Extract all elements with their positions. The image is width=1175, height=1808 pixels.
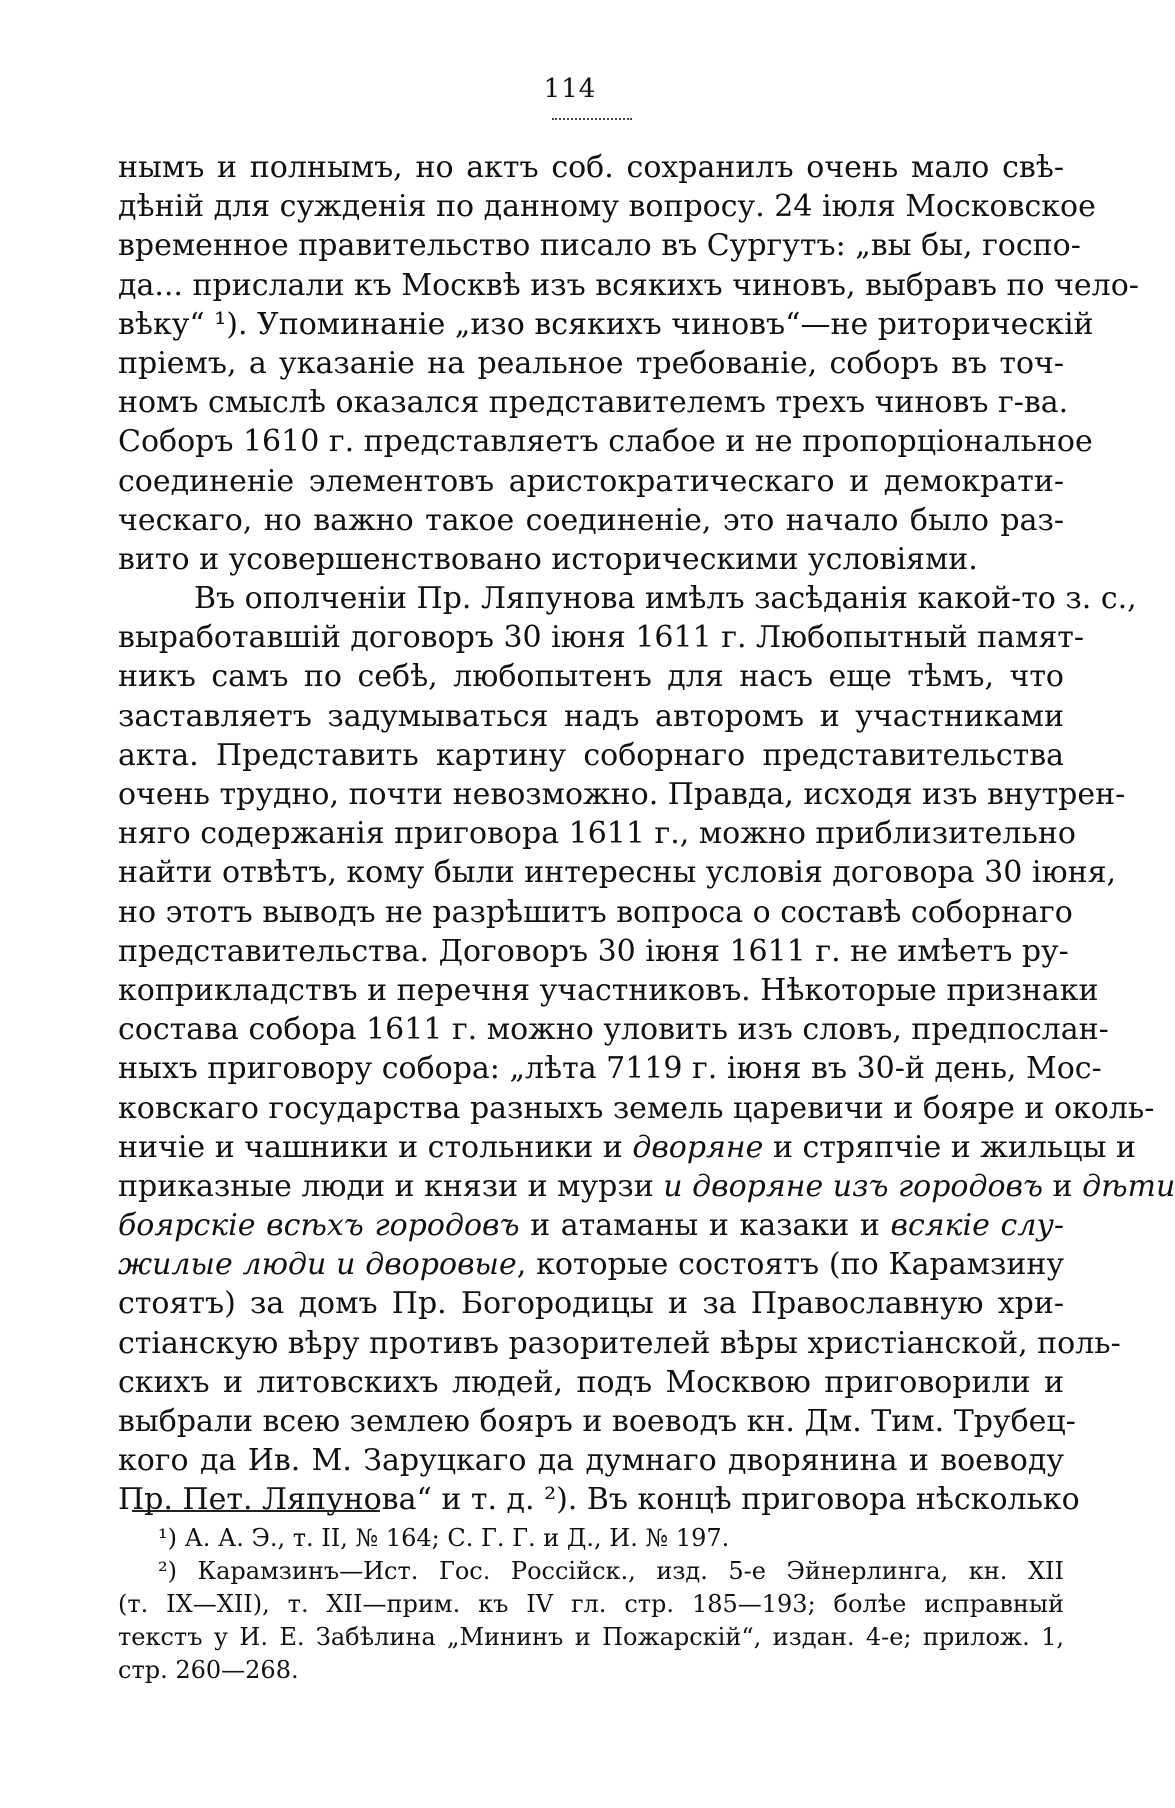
- text-line: номъ смыслѣ оказался представителемъ трехъ чиновъ г-ва.: [118, 385, 1069, 421]
- italic-segment: боярскіе всѣхъ городовъ: [118, 1208, 520, 1244]
- page-number: 114: [543, 74, 597, 104]
- body-text: [118, 148, 1175, 1520]
- text-segment: ничіе и чашники и стольники и: [118, 1129, 633, 1165]
- text-segment: и: [1043, 1168, 1083, 1204]
- text-line: скихъ и литовскихъ людей, подъ Москвою приговорили и: [118, 1364, 1064, 1400]
- text-line: няго содержанія приговора 1611 г., можно приблизительно: [118, 816, 1076, 852]
- text-segment: и стряпчіе и жильцы и: [763, 1129, 1136, 1165]
- text-line: стіанскую вѣру противъ разорителей вѣры христіанской, поль-: [118, 1325, 1121, 1361]
- text-line: состава собора 1611 г. можно уловить изъ словъ, предпослан-: [118, 1012, 1109, 1048]
- text-line: найти отвѣтъ, кому были интересны условія договора 30 іюня,: [118, 855, 1117, 891]
- text-line: представительства. Договоръ 30 іюня 1611 г. не имѣетъ ру-: [118, 933, 1069, 969]
- text-line: да... прислали къ Москвѣ изъ всякихъ чиновъ, выбравъ по чело-: [118, 267, 1139, 303]
- text-line: пріемъ, а указаніе на реальное требованіе, соборъ въ точ-: [118, 345, 1064, 381]
- text-line: ковскаго государства разныхъ земель царевичи и бояре и околь-: [118, 1090, 1155, 1126]
- text-line: выработавшій договоръ 30 іюня 1611 г. Любопытный памят-: [118, 620, 1085, 656]
- text-line: [118, 1206, 1064, 1245]
- text-line: дѣній для сужденія по данному вопросу. 24 іюля Московское: [118, 189, 1096, 225]
- text-line: очень трудно, почти невозможно. Правда, исходя изъ внутрен-: [118, 777, 1126, 812]
- text-line: кого да Ив. М. Заруцкаго да думнаго дворянина и воеводу: [118, 1443, 1064, 1479]
- text-line: никъ самъ по себѣ, любопытенъ для насъ еще тѣмъ, что: [118, 659, 1064, 695]
- italic-segment: и дворяне изъ городовъ: [663, 1168, 1043, 1204]
- text-line: Соборъ 1610 г. представляетъ слабое и не пропорціональное: [118, 424, 1093, 460]
- text-line: Пр. Пет. Ляпунова“ и т. д. ²). Въ концѣ приговора нѣсколько: [118, 1482, 1080, 1518]
- footnote-line: стр. 260—268.: [118, 1656, 299, 1684]
- text-line: стоятъ) за домъ Пр. Богородицы и за Православную хри-: [118, 1286, 1064, 1322]
- text-line: вито и усовершенствовано историческими условіями.: [118, 541, 978, 577]
- text-line: ческаго, но важно такое соединеніе, это начало было раз-: [118, 502, 1064, 538]
- text-line: соединеніе элементовъ аристократическаго и демократи-: [118, 463, 1064, 499]
- text-line: [118, 1167, 1175, 1206]
- footnote-2: ²) Карамзинъ—Ист. Гос. Россійск., изд. 5-е Эйнерлинга, кн. XII: [158, 1557, 1064, 1585]
- text-line: акта. Представить картину соборнаго представительства: [118, 737, 1064, 773]
- text-line: коприкладствъ и перечня участниковъ. Нѣкоторые признаки: [118, 972, 1099, 1008]
- italic-segment: всякіе слу-: [890, 1208, 1064, 1244]
- footnotes: [118, 1522, 1064, 1687]
- italic-segment: дворяне: [632, 1129, 764, 1165]
- text-line: [118, 1128, 1136, 1167]
- text-line: [118, 1245, 1064, 1284]
- text-segment: и атаманы и казаки и: [519, 1208, 891, 1244]
- text-segment: , которые состоятъ (по Карамзину: [516, 1247, 1064, 1283]
- text-line: выбрали всею землею бояръ и воеводъ кн. Дм. Тим. Трубец-: [118, 1404, 1076, 1439]
- footnote-line: текстъ у И. Е. Забѣлина „Мининъ и Пожарскій“, издан. 4-е; прилож. 1,: [118, 1623, 1064, 1651]
- paragraph-start-line: Въ ополченіи Пр. Ляпунова имѣлъ засѣданія какой-то з. с.,: [194, 581, 1137, 617]
- page-number-rule: [552, 118, 632, 120]
- footnote-line: (т. IX—XII), т. XII—прим. къ IV гл. стр. 185—193; болѣе исправный: [118, 1590, 1064, 1618]
- italic-segment: жилые люди и дворовые: [118, 1247, 517, 1283]
- text-line: заставляетъ задумываться надъ авторомъ и участниками: [118, 698, 1064, 734]
- text-line: но этотъ выводъ не разрѣшитъ вопроса о составѣ соборнаго: [118, 894, 1073, 930]
- text-segment: приказные люди и князи и мурзи: [118, 1168, 664, 1204]
- italic-segment: дѣти: [1082, 1168, 1175, 1204]
- text-line: временное правительство писало въ Сургутъ: „вы бы, госпо-: [118, 228, 1081, 264]
- text-line: ныхъ приговору собора: „лѣта 7119 г. іюня въ 30-й день, Мос-: [118, 1051, 1102, 1087]
- footnote-rule: [132, 1510, 380, 1512]
- text-line: нымъ и полнымъ, но актъ соб. сохранилъ очень мало свѣ-: [118, 150, 1064, 185]
- footnote-1: ¹) А. А. Э., т. II, № 164; С. Г. Г. и Д., И. № 197.: [158, 1524, 730, 1552]
- text-line: вѣку“ ¹). Упоминаніе „изо всякихъ чиновъ“—не риторическій: [118, 306, 1094, 342]
